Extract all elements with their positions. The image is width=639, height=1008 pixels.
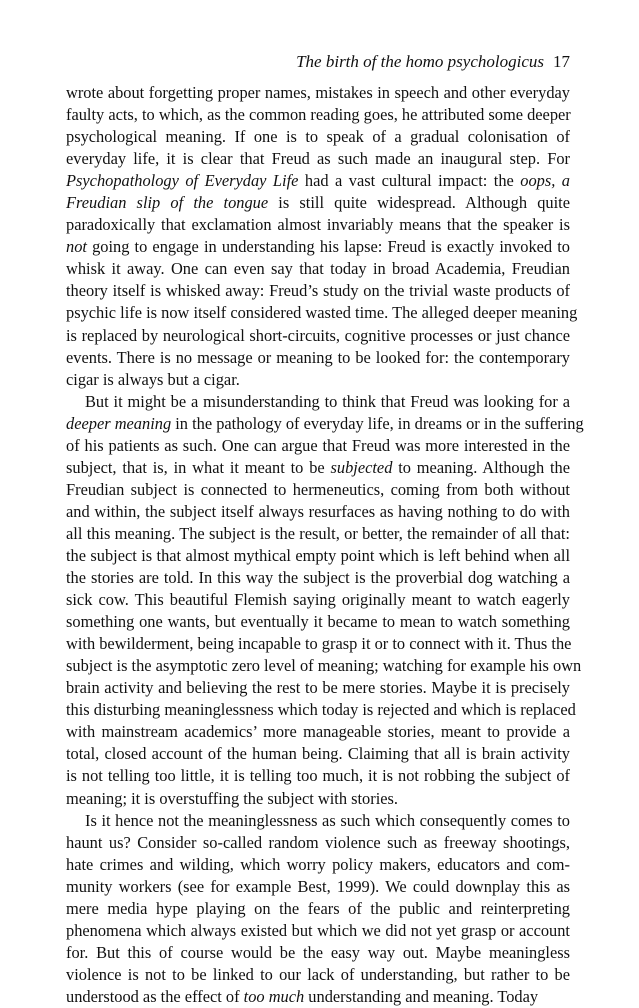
text-line: [66, 523, 570, 545]
text-segment: faulty acts, to which, as the common reading goes, he attributed some deeper: [66, 105, 571, 125]
text-line: [66, 743, 570, 765]
text-segment: going to engage in understanding his lapse: Freud is exactly invoked to: [86, 237, 570, 257]
italic-text: Freudian slip of the tongue: [66, 193, 269, 213]
text-line: [66, 765, 570, 787]
text-segment: paradoxically that exclamation almost invariably means that the speaker is: [66, 215, 570, 235]
page-number: 17: [553, 52, 570, 71]
text-line: [66, 214, 570, 236]
text-segment: hate crimes and wilding, which worry policy makers, educators and com-: [66, 854, 570, 874]
text-line: [66, 192, 570, 214]
italic-text: deeper meaning: [66, 413, 172, 433]
text-segment: everyday life, it is clear that Freud as such made an inaugural step. For: [66, 149, 570, 169]
text-line: [66, 964, 570, 986]
italic-text: not: [66, 237, 87, 257]
text-line: [66, 391, 570, 413]
text-segment: total, closed account of the human being. Claiming that all is brain activity: [66, 744, 570, 764]
text-segment: is replaced by neurological short-circuits, cognitive processes or just chance: [66, 325, 570, 345]
text-line: [66, 633, 570, 655]
text-line: [66, 82, 570, 104]
text-line: [66, 457, 570, 479]
paragraph: [66, 810, 570, 1008]
text-line: [66, 413, 584, 435]
text-line: [66, 258, 570, 280]
text-line: [66, 325, 570, 347]
text-line: [66, 920, 570, 942]
running-head-title: The birth of the homo psychologicus: [296, 52, 544, 71]
text-line: [66, 832, 570, 854]
text-line: [66, 655, 582, 677]
text-segment: had a vast cultural impact: the: [298, 171, 521, 191]
text-segment: But it might be a misunderstanding to think that Freud was looking for a: [85, 391, 570, 411]
text-segment: Is it hence not the meaninglessness as such which consequently comes to: [85, 810, 570, 830]
paragraph: [66, 82, 578, 391]
text-segment: haunt us? Consider so-called random violence such as freeway shootings,: [66, 832, 570, 852]
text-line: [66, 435, 570, 457]
text-segment: is not telling too little, it is telling too much, it is not robbing the subject of: [66, 766, 570, 786]
text-line: [66, 898, 570, 920]
text-line: [66, 369, 570, 391]
text-line: [66, 721, 570, 743]
text-segment: theory itself is whisked away: Freud’s study on the trivial waste products of: [66, 281, 570, 301]
text-segment: is still quite widespread. Although quite: [268, 193, 570, 213]
text-segment: understanding and meaning. Today: [304, 986, 539, 1006]
text-line: [66, 148, 570, 170]
text-line: [66, 942, 570, 964]
text-segment: mere media hype playing on the fears of the public and reinterpreting: [66, 898, 570, 918]
italic-text: Psychopathology of Everyday Life: [66, 171, 299, 191]
text-segment: this disturbing meaninglessness which today is rejected and which is replaced: [66, 700, 576, 720]
text-line: [66, 302, 578, 324]
italic-text: too much: [243, 986, 305, 1006]
text-segment: to meaning. Although the: [392, 457, 571, 477]
text-segment: munity workers (see for example Best, 1999). We could downplay this as: [66, 876, 570, 896]
text-line: [66, 876, 570, 898]
text-segment: all this meaning. The subject is the result, or better, the remainder of all that:: [66, 523, 570, 543]
text-line: [66, 567, 570, 589]
text-segment: in the pathology of everyday life, in dreams or in the suffering: [171, 413, 584, 433]
text-line: [66, 677, 570, 699]
text-line: [66, 479, 570, 501]
text-segment: the subject is that almost mythical empty point which is left behind when all: [66, 545, 570, 565]
text-line: [66, 347, 570, 369]
text-segment: and within, the subject itself always resurfaces as having nothing to do with: [66, 501, 570, 521]
text-segment: subject is the asymptotic zero level of meaning; watching for example his own: [66, 656, 582, 676]
text-segment: Freudian subject is connected to hermeneutics, coming from both without: [66, 479, 570, 499]
text-line: [66, 170, 570, 192]
text-segment: wrote about forgetting proper names, mistakes in speech and other everyday: [66, 83, 570, 102]
text-segment: with bewilderment, being incapable to grasp it or to connect with it. Thus the: [66, 634, 572, 654]
text-segment: brain activity and believing the rest to be mere stories. Maybe it is precisely: [66, 678, 570, 698]
text-line: [66, 501, 570, 523]
italic-text: subjected: [330, 457, 393, 477]
text-line: [66, 699, 576, 721]
text-line: [66, 986, 570, 1008]
paragraph: [66, 391, 584, 810]
text-segment: meaning; it is overstuffing the subject with stories.: [66, 788, 399, 808]
text-segment: subject, that is, in what it meant to be: [66, 457, 331, 477]
text-segment: psychological meaning. If one is to speak of a gradual colonisation of: [66, 127, 570, 147]
text-segment: violence is not to be linked to our lack of understanding, but rather to be: [66, 964, 570, 984]
text-segment: psychic life is now itself considered wasted time. The alleged deeper meaning: [66, 303, 578, 323]
body-text: [66, 82, 584, 1008]
text-segment: something one wants, but eventually it became to mean to watch something: [66, 612, 570, 632]
text-line: [66, 611, 570, 633]
text-line: [66, 280, 570, 302]
text-segment: cigar is always but a cigar.: [66, 369, 240, 389]
text-line: [66, 236, 570, 258]
running-head: [66, 52, 570, 72]
text-line: [66, 126, 570, 148]
text-segment: whisk it away. One can even say that today in broad Academia, Freudian: [66, 259, 570, 279]
text-line: [66, 545, 570, 567]
text-line: [66, 788, 570, 810]
text-segment: events. There is no message or meaning to be looked for: the contemporary: [66, 347, 570, 367]
italic-text: oops, a: [520, 171, 570, 191]
text-segment: the stories are told. In this way the subject is the proverbial dog watching a: [66, 568, 570, 588]
text-line: [66, 810, 570, 832]
text-segment: understood as the effect of: [66, 986, 244, 1006]
text-segment: of his patients as such. One can argue that Freud was more interested in the: [66, 435, 570, 455]
text-line: [66, 104, 570, 126]
text-line: [66, 854, 570, 876]
text-segment: for. But this of course would be the easy way out. Maybe meaningless: [66, 942, 570, 962]
text-segment: phenomena which always existed but which we did not yet grasp or account: [66, 920, 570, 940]
text-segment: sick cow. This beautiful Flemish saying originally meant to watch eagerly: [66, 590, 570, 610]
text-line: [66, 589, 570, 611]
text-segment: with mainstream academics’ more manageable stories, meant to provide a: [66, 722, 570, 742]
